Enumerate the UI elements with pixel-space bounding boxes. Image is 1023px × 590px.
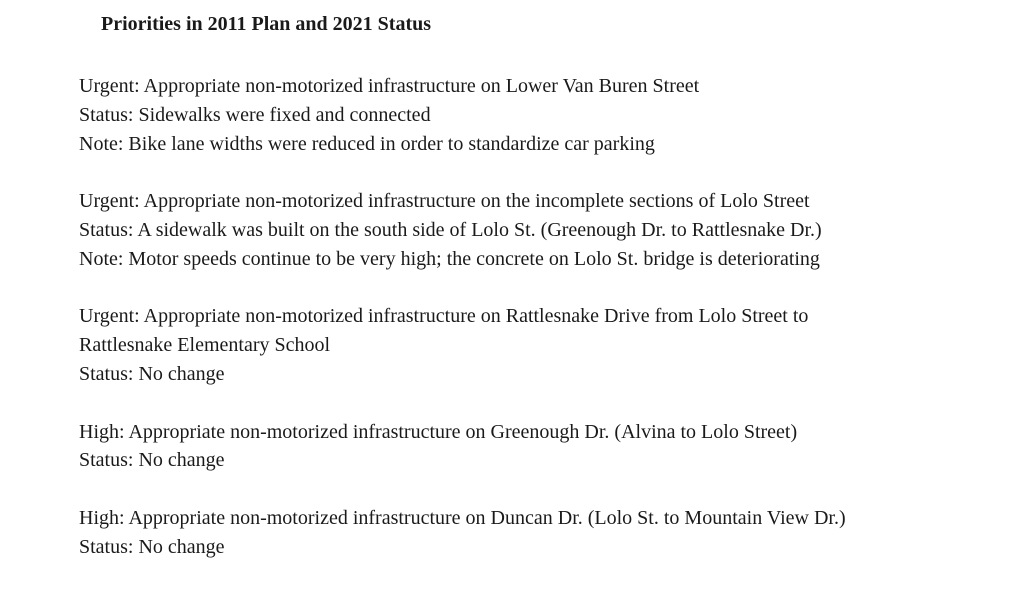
- priority-item-rattlesnake-drive: [79, 302, 979, 388]
- priority-line: High: Appropriate non-motorized infrastructure on Duncan Dr. (Lolo St. to Mountain View Dr.): [79, 506, 846, 529]
- priority-line-continued: Rattlesnake Elementary School: [79, 334, 331, 357]
- priority-line: Urgent: Appropriate non-motorized infrastructure on Lower Van Buren Street: [79, 75, 700, 97]
- note-line: Note: Bike lane widths were reduced in order to standardize car parking: [79, 132, 655, 155]
- priority-line: Urgent: Appropriate non-motorized infrastructure on Rattlesnake Drive from Lolo Street to: [79, 305, 809, 328]
- status-line: Status: No change: [79, 535, 225, 558]
- priority-list: [79, 72, 979, 590]
- status-line: Status: A sidewalk was built on the south side of Lolo St. (Greenough Dr. to Rattlesnake Dr.): [79, 218, 822, 241]
- status-line: Status: Sidewalks were fixed and connected: [79, 103, 431, 126]
- priority-item-duncan-drive: [79, 504, 979, 562]
- priority-line: High: Appropriate non-motorized infrastructure on Greenough Dr. (Alvina to Lolo Street): [79, 420, 798, 443]
- priority-item-lolo-street: [79, 187, 979, 273]
- priority-line: Urgent: Appropriate non-motorized infrastructure on the incomplete sections of Lolo Street: [79, 190, 810, 213]
- note-line: Note: Motor speeds continue to be very high; the concrete on Lolo St. bridge is deteriorating: [79, 247, 820, 270]
- status-line: Status: No change: [79, 362, 225, 385]
- page-title: Priorities in 2011 Plan and 2021 Status: [101, 13, 432, 35]
- priority-item-lower-van-buren: [79, 72, 979, 158]
- status-line: Status: No change: [79, 449, 225, 472]
- priority-item-greenough-drive: [79, 418, 979, 476]
